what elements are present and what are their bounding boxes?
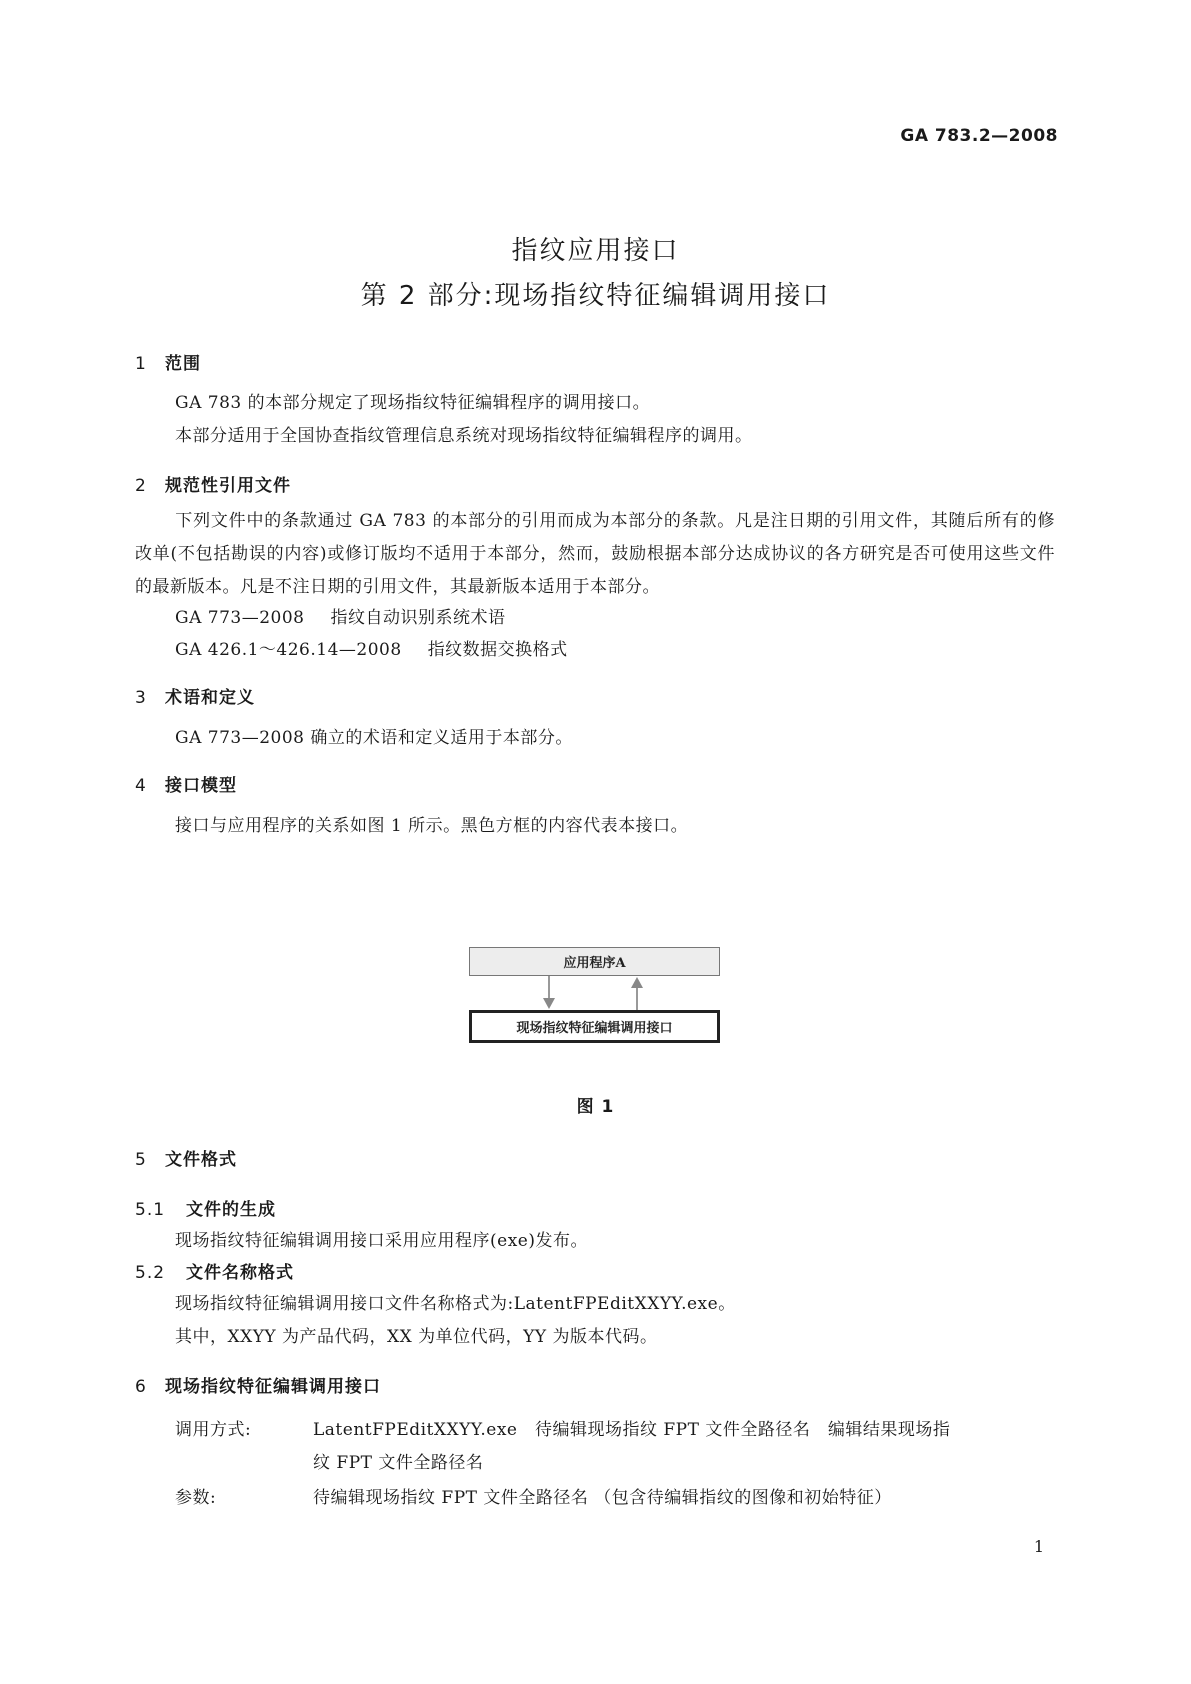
- figure-interface-label: 现场指纹特征编辑调用接口: [516, 1021, 673, 1036]
- section-3-paragraph: GA 773—2008 确立的术语和定义适用于本部分。: [175, 728, 573, 748]
- reference-1-title: 指纹自动识别系统术语: [330, 608, 506, 628]
- reference-2-code: GA 426.1～426.14—2008: [175, 640, 402, 660]
- figure-application-box: [469, 947, 720, 976]
- section-4-paragraph: 接口与应用程序的关系如图 1 所示。黑色方框的内容代表本接口。: [175, 816, 689, 836]
- section-6-heading: 6 现场指纹特征编辑调用接口: [135, 1377, 381, 1397]
- document-subtitle: 第 2 部分:现场指纹特征编辑调用接口: [360, 281, 831, 311]
- standard-code: GA 783.2—2008: [900, 126, 1058, 146]
- parameters-label: 参数:: [175, 1488, 217, 1508]
- reference-2-title: 指纹数据交换格式: [427, 640, 568, 660]
- section-2-paragraph: 下列文件中的条款通过 GA 783 的本部分的引用而成为本部分的条款。凡是注日期的引用文件，其随后所有的修改单(不包括勘误的内容)或修订版均不适用于本部分，然而，鼓励根据本部分达成协议的各方研究是否可使用这些文件的最新版本。凡是不注日期的引用文件，其最新版本适用于本部分。: [135, 511, 1055, 597]
- down-arrow-head: [543, 998, 555, 1009]
- section-5-1-paragraph: 现场指纹特征编辑调用接口采用应用程序(exe)发布。: [175, 1231, 588, 1251]
- call-method-line-2: 纹 FPT 文件全路径名: [313, 1453, 484, 1473]
- reference-1-code: GA 773—2008: [175, 608, 305, 628]
- section-1-paragraph-1: GA 783 的本部分规定了现场指纹特征编辑程序的调用接口。: [175, 393, 651, 413]
- section-3-heading: 3 术语和定义: [135, 688, 255, 708]
- section-5-2-heading: 5.2 文件名称格式: [135, 1263, 294, 1283]
- document-title: 指纹应用接口: [511, 236, 680, 266]
- section-5-heading: 5 文件格式: [135, 1150, 237, 1170]
- section-1-paragraph-2: 本部分适用于全国协查指纹管理信息系统对现场指纹特征编辑程序的调用。: [175, 426, 753, 446]
- call-method-label: 调用方式:: [175, 1420, 252, 1440]
- reference-2: [175, 635, 568, 660]
- section-4-heading: 4 接口模型: [135, 776, 237, 796]
- call-method-line-1: LatentFPEditXXYY.exe 待编辑现场指纹 FPT 文件全路径名 编辑结果现场指: [313, 1420, 951, 1440]
- figure-interface-box: [469, 1010, 720, 1043]
- figure-caption: 图 1: [576, 1097, 615, 1117]
- section-1-heading: 1 范围: [135, 354, 201, 374]
- reference-1: [175, 603, 505, 628]
- section-2-heading: 2 规范性引用文件: [135, 476, 291, 496]
- section-5-2-paragraph-2: 其中，XXYY 为产品代码，XX 为单位代码，YY 为版本代码。: [175, 1327, 658, 1347]
- figure-application-label: 应用程序A: [563, 956, 626, 971]
- section-5-2-paragraph-1: 现场指纹特征编辑调用接口文件名称格式为:LatentFPEditXXYY.exe。: [175, 1294, 736, 1314]
- page-number: 1: [1033, 1537, 1044, 1556]
- figure-arrows: [469, 976, 720, 1010]
- up-arrow-head: [631, 977, 643, 988]
- parameters-line-1: 待编辑现场指纹 FPT 文件全路径名 （包含待编辑指纹的图像和初始特征）: [313, 1488, 892, 1508]
- section-5-1-heading: 5.1 文件的生成: [135, 1200, 276, 1220]
